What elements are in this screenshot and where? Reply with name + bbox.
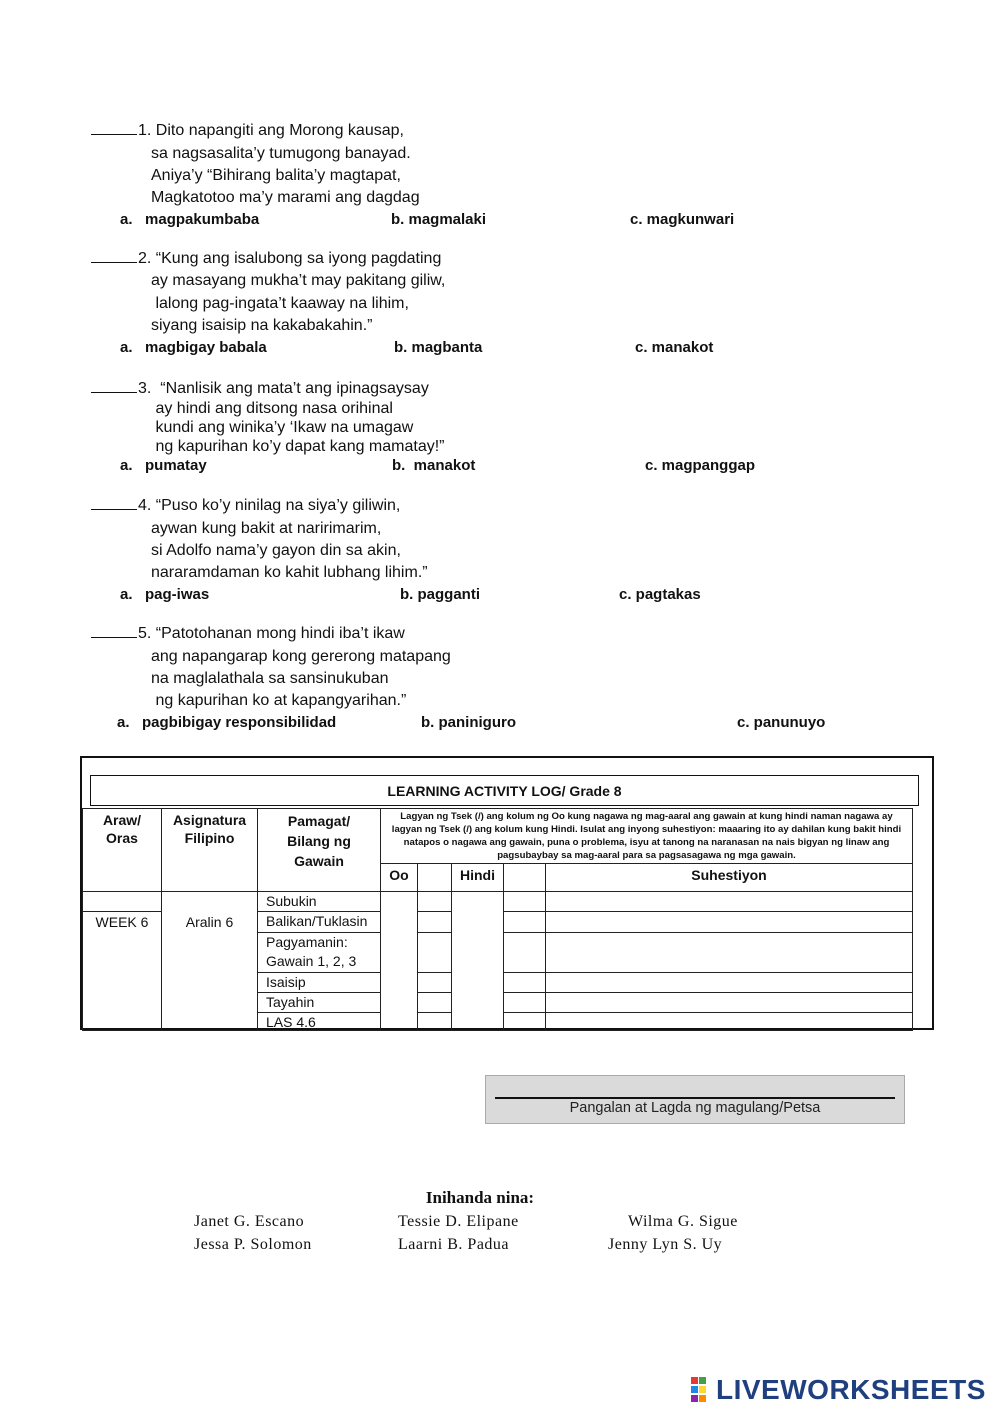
hindi-check-cell[interactable] bbox=[503, 932, 546, 973]
aralin-label: Aralin 6 bbox=[185, 914, 234, 930]
preparer-name: Jenny Lyn S. Uy bbox=[608, 1236, 723, 1253]
preparer-name: Jessa P. Solomon bbox=[194, 1236, 312, 1253]
brand-name: LIVEWORKSHEETS bbox=[716, 1374, 986, 1405]
option-a: a. pagbibigay responsibilidad bbox=[117, 714, 337, 731]
suhestiyon-cell[interactable] bbox=[545, 932, 913, 973]
header-hindi: Hindi bbox=[451, 863, 504, 892]
activity-balikan: Balikan/Tuklasin bbox=[257, 911, 381, 933]
hindi-check-cell[interactable] bbox=[503, 1012, 546, 1031]
oo-check-header bbox=[417, 863, 452, 892]
hindi-check-cell[interactable] bbox=[503, 972, 546, 993]
week-label: WEEK 6 bbox=[95, 914, 149, 930]
hindi-check-cell[interactable] bbox=[503, 992, 546, 1013]
liveworksheets-logo bbox=[690, 1374, 986, 1406]
option-c: c. manakot bbox=[635, 339, 714, 356]
option-a: a. pag-iwas bbox=[120, 586, 210, 603]
option-b: b. magmalaki bbox=[391, 211, 487, 228]
oo-column bbox=[380, 891, 418, 1031]
header-pamagat: Pamagat/ Bilang ng Gawain bbox=[257, 808, 381, 892]
preparer-name: Wilma G. Sigue bbox=[628, 1213, 738, 1230]
hindi-check-cell[interactable] bbox=[503, 891, 546, 912]
option-c: c. magkunwari bbox=[630, 211, 735, 228]
option-a: a. pumatay bbox=[120, 457, 207, 474]
oo-check-cell[interactable] bbox=[417, 972, 452, 993]
preparer-name: Tessie D. Elipane bbox=[398, 1213, 519, 1230]
oo-check-cell[interactable] bbox=[417, 932, 452, 973]
header-oo: Oo bbox=[380, 863, 418, 892]
answer-blank[interactable] bbox=[91, 380, 137, 393]
activity-isaisip: Isaisip bbox=[257, 972, 381, 993]
oo-check-cell[interactable] bbox=[417, 1012, 452, 1031]
suhestiyon-cell[interactable] bbox=[545, 992, 913, 1013]
header-araw: Araw/ Oras bbox=[82, 808, 162, 892]
signature-line[interactable] bbox=[495, 1097, 895, 1099]
answer-blank[interactable] bbox=[91, 497, 137, 510]
header-instruction: Lagyan ng Tsek (/) ang kolum ng Oo kung nagawa ng mag-aaral ang gawain at kung hindi naman nagawa ay lagyan ng Tsek (/) ang kolum kung Hindi. Isulat ang inyong suhestiyon: maaaring ito ay dahilan kung bakit hindi natapos o nagawa ang gawain, puna o problema, isyu at tanong na naranasan na nais bigyan ng linaw ang pagsubaybay sa mag-aaral para sa pagsasagawa ng mga gawain. bbox=[380, 808, 913, 864]
answer-blank[interactable] bbox=[91, 250, 137, 263]
option-b: b. magbanta bbox=[394, 339, 483, 356]
liveworksheets-logo-icon bbox=[690, 1376, 716, 1404]
hindi-check-cell[interactable] bbox=[503, 911, 546, 933]
option-c: c. panunuyo bbox=[737, 714, 826, 731]
oo-check-cell[interactable] bbox=[417, 992, 452, 1013]
signature-label: Pangalan at Lagda ng magulang/Petsa bbox=[569, 1100, 821, 1116]
preparer-name: Laarni B. Padua bbox=[398, 1236, 510, 1253]
hindi-column bbox=[451, 891, 504, 1031]
log-title: LEARNING ACTIVITY LOG/ Grade 8 bbox=[90, 775, 919, 806]
option-b: b. manakot bbox=[392, 457, 476, 474]
answer-blank[interactable] bbox=[91, 625, 137, 638]
header-suhestiyon: Suhestiyon bbox=[545, 863, 913, 892]
activity-tayahin: Tayahin bbox=[257, 992, 381, 1013]
suhestiyon-cell[interactable] bbox=[545, 972, 913, 993]
week-cell bbox=[82, 911, 162, 1031]
option-c: c. magpanggap bbox=[645, 457, 756, 474]
oo-check-cell[interactable] bbox=[417, 911, 452, 933]
activity-subukin: Subukin bbox=[257, 891, 381, 912]
aralin-cell bbox=[161, 891, 258, 1031]
activity-pagyamanin: Pagyamanin: Gawain 1, 2, 3 bbox=[257, 932, 381, 973]
option-b: b. pagganti bbox=[400, 586, 480, 603]
oo-check-cell[interactable] bbox=[417, 891, 452, 912]
prepared-heading: Inihanda nina: bbox=[425, 1188, 535, 1207]
header-asignatura: Asignatura Filipino bbox=[161, 808, 258, 892]
preparer-name: Janet G. Escano bbox=[194, 1213, 305, 1230]
araw-blank-cell bbox=[82, 891, 162, 912]
suhestiyon-cell[interactable] bbox=[545, 911, 913, 933]
answer-blank[interactable] bbox=[91, 122, 137, 135]
hindi-check-header bbox=[503, 863, 546, 892]
option-a: a. magbigay babala bbox=[120, 339, 267, 356]
option-b: b. paniniguro bbox=[421, 714, 516, 731]
option-a: a. magpakumbaba bbox=[120, 211, 260, 228]
suhestiyon-cell[interactable] bbox=[545, 1012, 913, 1031]
suhestiyon-cell[interactable] bbox=[545, 891, 913, 912]
activity-las: LAS 4.6 bbox=[257, 1012, 381, 1031]
option-c: c. pagtakas bbox=[619, 586, 701, 603]
